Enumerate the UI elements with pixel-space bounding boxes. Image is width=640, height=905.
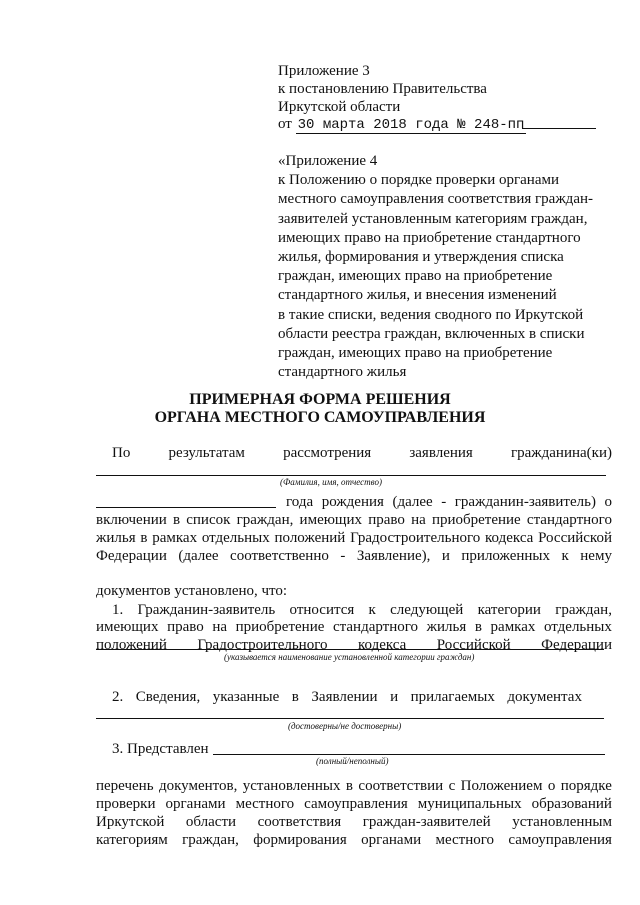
para1-line1 [96, 511, 612, 529]
word: документов, [158, 778, 238, 794]
word: в [172, 512, 181, 528]
word: формирования [253, 832, 347, 848]
word: органами [165, 796, 226, 812]
word: самоуправления [304, 796, 408, 812]
appendix4-line: местного самоуправления соответствия граждан- [278, 191, 593, 208]
word: отдельных [544, 619, 612, 635]
word: о [604, 494, 612, 510]
word: местного [235, 796, 295, 812]
word: рождения [321, 494, 384, 510]
word: к [368, 602, 376, 618]
word: прилагаемых [410, 689, 495, 705]
appendix-date-line [278, 115, 526, 134]
word: о [547, 778, 556, 794]
appendix-decree-ref: к постановлению Правительства [278, 81, 487, 97]
word: стандартного [332, 619, 419, 635]
word: результатам [168, 445, 245, 461]
word: органами [361, 832, 422, 848]
para1-line3 [96, 547, 612, 565]
word: стандартного [526, 512, 612, 528]
word: Российской [538, 530, 612, 546]
word: приобретение [431, 512, 521, 528]
completeness-blank-line[interactable] [213, 754, 605, 755]
word: жилья [426, 619, 467, 635]
word: По [112, 445, 131, 461]
word: имеющих [96, 619, 159, 635]
appendix4-line: в такие списки, ведения сводного по Иркутской [278, 306, 584, 323]
word: Заявлении [311, 689, 378, 705]
appendix4-line: граждан, имеющих право на приобретение [278, 268, 553, 285]
word: порядке [560, 778, 612, 794]
word: проверки [96, 796, 156, 812]
appendix4-line: заявителей установленным категориям граждан, [278, 210, 588, 227]
word: кодекса [485, 530, 534, 546]
word: право [167, 619, 204, 635]
appendix4-line: граждан, имеющих право на приобретение [278, 345, 553, 361]
word: самоуправления [508, 832, 612, 848]
word: право [368, 512, 405, 528]
word: Положением [460, 778, 543, 794]
word: Иркутской [96, 814, 165, 830]
word: 2. [112, 689, 124, 705]
word: указанные [212, 689, 280, 705]
last-para-line4 [96, 831, 612, 849]
word: - [340, 548, 346, 564]
word: граждан, [182, 832, 239, 848]
birth-line [286, 493, 612, 511]
appendix4-line: имеющих право на приобретение стандартного [278, 229, 581, 246]
word: в [291, 689, 299, 705]
word: в [345, 778, 353, 794]
word: гражданин-заявитель) [454, 494, 596, 510]
word: (далее [178, 548, 219, 564]
word: установленных [242, 778, 341, 794]
item2-line [112, 688, 582, 706]
word: в [140, 530, 148, 546]
word: приобретение [235, 619, 325, 635]
word: кодекса [357, 637, 407, 653]
word: граждан, [236, 512, 294, 528]
word: Градостроительного [350, 530, 481, 546]
word: в [474, 619, 482, 635]
word: следующей [390, 602, 464, 618]
appendix4-line: «Приложение 4 [278, 153, 378, 169]
word: 1. [112, 602, 124, 618]
word: года [286, 494, 314, 510]
word: заявления [409, 445, 473, 461]
word: соответственно [230, 548, 329, 564]
appendix4-line: области реестра граждан, включенных в списки [278, 325, 585, 342]
last-para-line3 [96, 813, 612, 831]
fio-blank-line[interactable] [96, 475, 606, 476]
caption-full: (полный/неполный) [316, 756, 389, 766]
appendix-region: Иркутской области [278, 99, 401, 115]
word: Заявление), [356, 548, 431, 564]
word: соответствия [257, 814, 342, 830]
word: относится [289, 602, 355, 618]
word: установленным [512, 814, 612, 830]
form-title-line2: ОРГАНА МЕСТНОГО САМОУПРАВЛЕНИЯ [154, 409, 486, 426]
category-blank-line[interactable] [96, 649, 604, 650]
word: отдельных [201, 530, 270, 546]
last-para-line2 [96, 795, 612, 813]
word: граждан-заявителей [362, 814, 491, 830]
form-title-line1: ПРИМЕРНАЯ ФОРМА РЕШЕНИЯ [189, 391, 451, 408]
appendix4-line: стандартного жилья [278, 364, 407, 381]
word: Федерации [541, 637, 612, 653]
caption-fio: (Фамилия, имя, отчество) [280, 477, 382, 487]
word: положений [274, 530, 346, 546]
word: местного [435, 832, 495, 848]
word: и [441, 548, 450, 564]
word: Градостроительного [197, 637, 328, 653]
appendix4-line: к Положению о порядке проверки органами [278, 172, 560, 189]
word: (далее [392, 494, 433, 510]
appendix-number: Приложение 3 [278, 63, 370, 79]
caption-reliable: (достоверны/не достоверны) [288, 721, 402, 731]
word: муниципальных [417, 796, 522, 812]
word: приложенных [461, 548, 551, 564]
item3-label: 3. Представлен [112, 741, 209, 757]
word: гражданина(ки) [510, 445, 612, 461]
word: перечень [96, 778, 154, 794]
caption-category: (указывается наименование установленной категории граждан) [224, 652, 475, 662]
word: жилья [96, 530, 136, 546]
word: включении [96, 512, 167, 528]
word: соответствии [358, 778, 444, 794]
last-para-line1 [96, 777, 612, 795]
word: на [212, 619, 228, 635]
word: категории [477, 602, 541, 618]
appendix4-line: жилья, формирования и утверждения списка [278, 249, 564, 265]
appendix-date-number: 30 марта 2018 года № 248-пп [297, 117, 525, 133]
birth-year-blank[interactable] [96, 507, 276, 508]
word: Российской [436, 637, 511, 653]
item1-line1 [112, 601, 612, 619]
reliability-blank-line[interactable] [96, 718, 604, 719]
item1-line2 [96, 618, 612, 636]
word: рамках [152, 530, 198, 546]
appendix-date-underline [522, 128, 596, 129]
intro-line [112, 444, 612, 462]
word: - [441, 494, 447, 510]
word: нему [580, 548, 612, 564]
word: категориям [96, 832, 168, 848]
word: к [561, 548, 569, 564]
word: с [448, 778, 456, 794]
word: Федерации [96, 548, 167, 564]
appendix-ot: от [278, 116, 292, 132]
word: рамках [490, 619, 536, 635]
word: Сведения, [135, 689, 201, 705]
word: области [185, 814, 237, 830]
word: Гражданин-заявитель [137, 602, 276, 618]
word: рассмотрения [283, 445, 372, 461]
word: документах [507, 689, 582, 705]
word: имеющих [299, 512, 363, 528]
word: на [411, 512, 426, 528]
word: граждан, [555, 602, 612, 618]
word: и [390, 689, 399, 705]
appendix4-line: стандартного жилья, и внесения изменений [278, 287, 557, 304]
word: список [186, 512, 231, 528]
word: положений [96, 637, 167, 653]
para1-line4: документов установлено, что: [96, 583, 288, 599]
para1-line2 [96, 529, 612, 547]
word: образований [531, 796, 612, 812]
